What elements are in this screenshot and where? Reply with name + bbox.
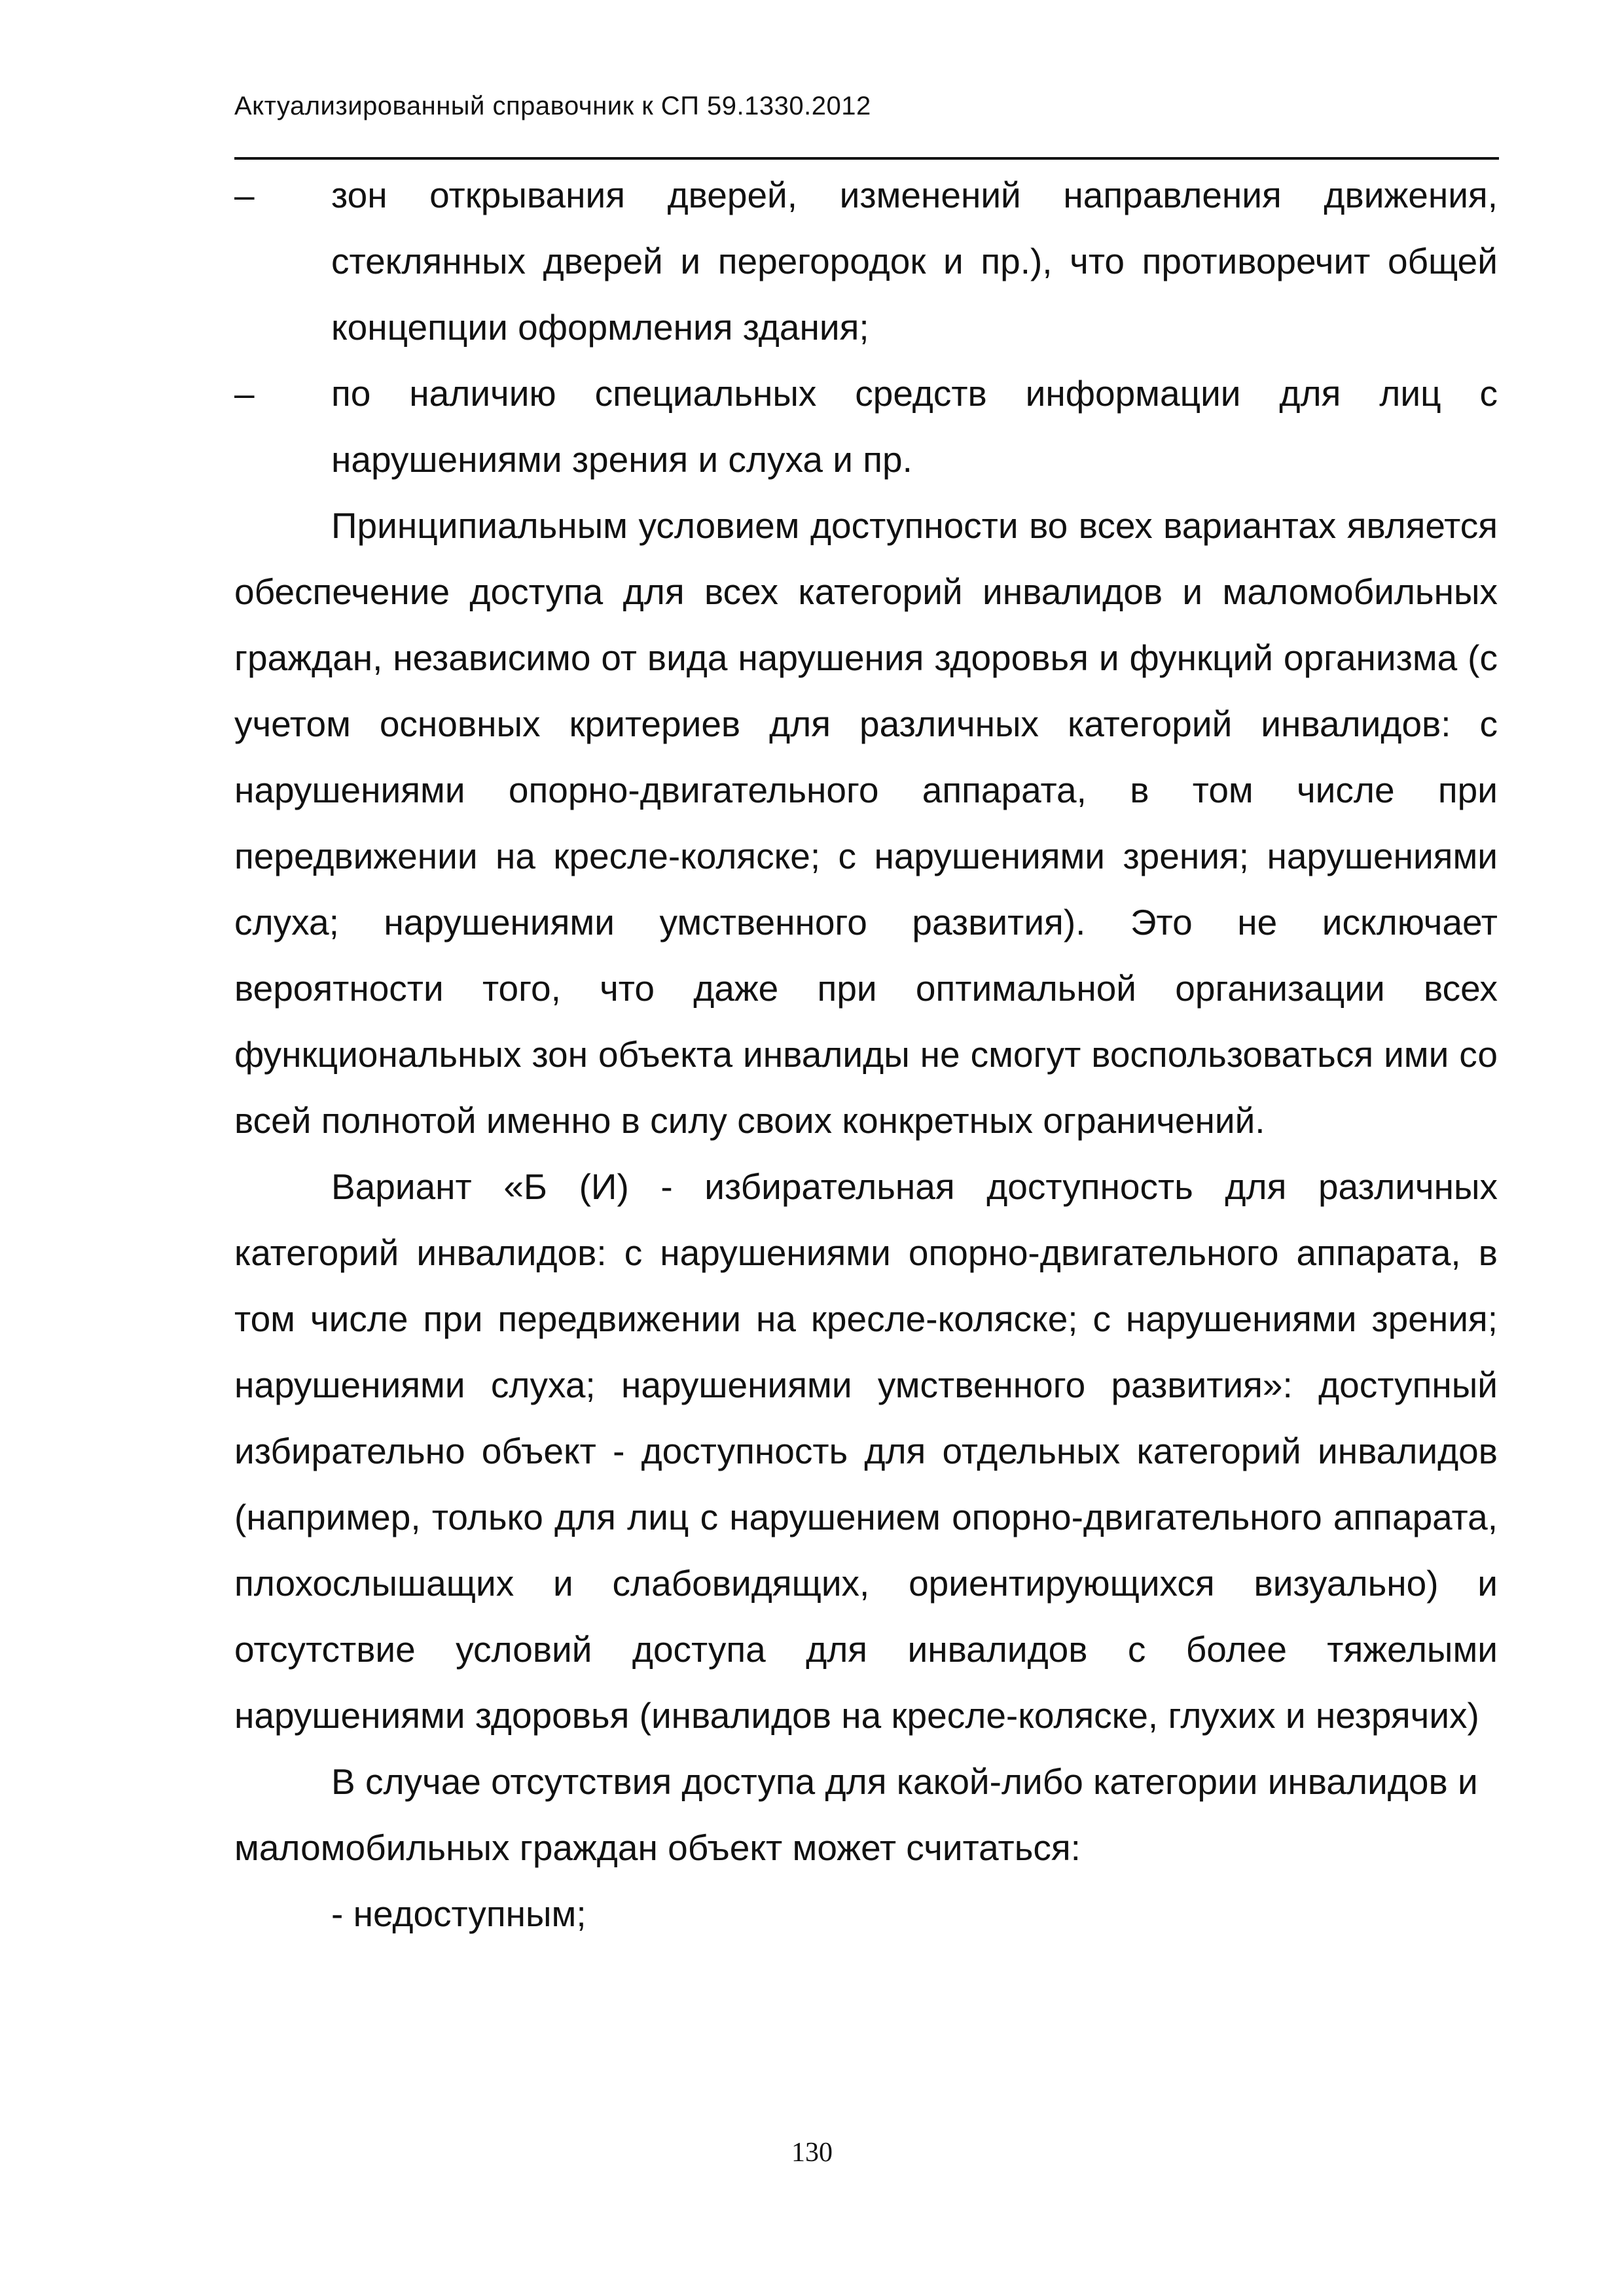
list-item bbox=[234, 361, 1498, 493]
running-header: Актуализированный справочник к СП 59.1330.2012 bbox=[234, 92, 871, 120]
bullet-dash: – bbox=[234, 373, 255, 414]
paragraph-variant-b: Вариант «Б (И) - избирательная доступность для различных категорий инвалидов: с нарушениями опорно-двигательного аппарата, в том числе при передвижении на кресле-коляске; с нарушениями зрения; нарушениями слуха; нарушениями умственного развития»: доступный избирательно объект - доступность для отдельных категорий инвалидов (например, только для лиц с нарушением опорно-двигательного аппарата, плохослышащих и слабовидящих, ориентирующихся визуально) и отсутствие условий доступа для инвалидов с более тяжелыми нарушениями здоровья (инвалидов на кресле-коляске, глухих и незрячих) bbox=[234, 1166, 1498, 1736]
paragraph-accessibility-principle: Принципиальным условием доступности во всех вариантах является обеспечение доступа для всех категорий инвалидов и маломобильных граждан, независимо от вида нарушения здоровья и функций организма (с учетом основных критериев для различных категорий инвалидов: с нарушениями опорно-двигательного аппарата, в том числе при передвижении на кресле-коляске; с нарушениями зрения; нарушениями слуха; нарушениями умственного развития). Это не исключает вероятности того, что даже при оптимальной организации всех функциональных зон объекта инвалиды не смогут воспользоваться ими со всей полнотой именно в силу своих конкретных ограничений. bbox=[234, 505, 1498, 1141]
header-rule bbox=[234, 157, 1499, 160]
paragraph-inaccessible: - недоступным; bbox=[331, 1893, 586, 1934]
list-item-text: по наличию специальных средств информации для лиц с нарушениями зрения и слуха и пр. bbox=[331, 373, 1498, 480]
list-item-text: зон открывания дверей, изменений направления движения, стеклянных дверей и перегородок и пр.), что противоречит общей концепции оформления здания; bbox=[331, 175, 1498, 348]
page-number: 130 bbox=[791, 2138, 833, 2168]
page-body bbox=[234, 162, 1498, 1947]
bullet-dash: – bbox=[234, 175, 255, 215]
list-item bbox=[234, 162, 1498, 361]
paragraph-no-access: В случае отсутствия доступа для какой-либо категории инвалидов и маломобильных граждан объект может считаться: bbox=[234, 1761, 1478, 1868]
